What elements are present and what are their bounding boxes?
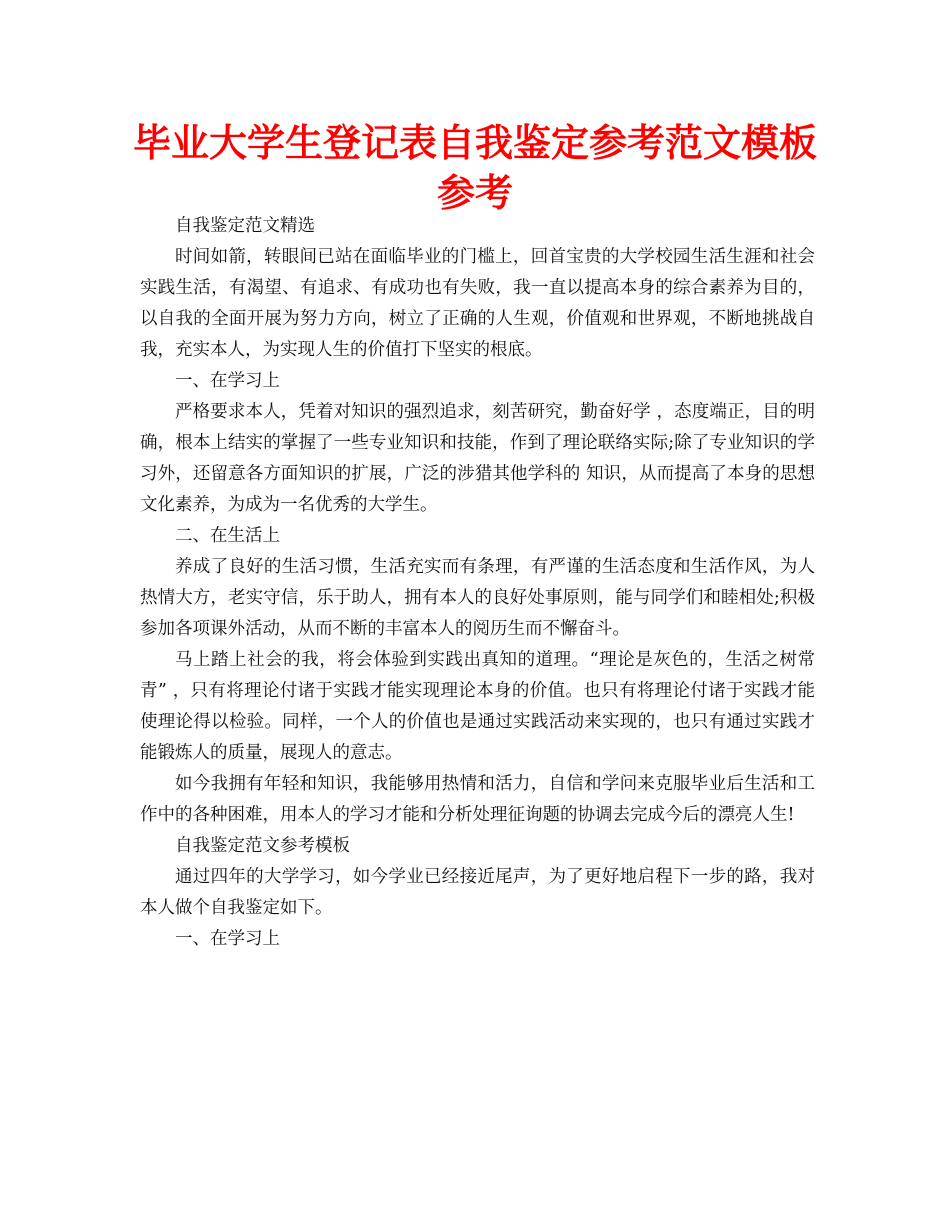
paragraph: 养成了良好的生活习惯，生活充实而有条理，有严谨的生活态度和生活作风，为人热情大方，老实守信，乐于助人，拥有本人的良好处事原则，能与同学们和睦相处;积极参加各项课外活动，从而不断的丰富本人的阅历生而不懈奋斗。 — [140, 557, 815, 639]
paragraph: 如今我拥有年轻和知识，我能够用热情和活力，自信和学问来克服毕业后生活和工作中的各种困难，用本人的学习才能和分析处理征询题的协调去完成今后的漂亮人生! — [140, 774, 815, 825]
paragraph: 通过四年的大学学习，如今学业已经接近尾声，为了更好地启程下一步的路，我对本人做个自我鉴定如下。 — [140, 867, 815, 918]
section-heading: 二、在生活上 — [175, 526, 280, 546]
section-heading: 自我鉴定范文精选 — [175, 216, 315, 236]
paragraph: 严格要求本人，凭着对知识的强烈追求，刻苦研究，勤奋好学 ，态度端正，目的明确，根本上结实的掌握了一些专业知识和技能，作到了理论联络实际;除了专业知识的学习外，还留意各方面知识的扩展，广泛的涉猎其他学科的 知识，从而提高了本身的思想文化素养，为成为一名优秀的大学生。 — [140, 402, 815, 515]
paragraph: 马上踏上社会的我，将会体验到实践出真知的道理。“理论是灰色的，生活之树常青” ，只有将理论付诸于实践才能实现理论本身的价值。也只有将理论付诸于实践才能使理论得以检验。同样，一个人的价值也是通过实践活动来实现的，也只有通过实践才能锻炼人的质量，展现人的意志。 — [140, 650, 815, 763]
document-body — [140, 211, 815, 955]
title-line-2: 参考 — [436, 171, 513, 215]
title-line-1: 毕业大学生登记表自我鉴定参考范文模板 — [132, 121, 817, 165]
section-heading: 自我鉴定范文参考模板 — [175, 836, 350, 856]
section-heading: 一、在学习上 — [175, 371, 280, 391]
section-heading: 一、在学习上 — [175, 929, 280, 949]
document-title — [100, 118, 850, 218]
paragraph: 时间如箭，转眼间已站在面临毕业的门槛上，回首宝贵的大学校园生活生涯和社会实践生活，有渴望、有追求、有成功也有失败，我一直以提高本身的综合素养为目的，以自我的全面开展为努力方向，树立了正确的人生观，价值观和世界观，不断地挑战自我，充实本人，为实现人生的价值打下坚实的根底。 — [140, 247, 815, 360]
